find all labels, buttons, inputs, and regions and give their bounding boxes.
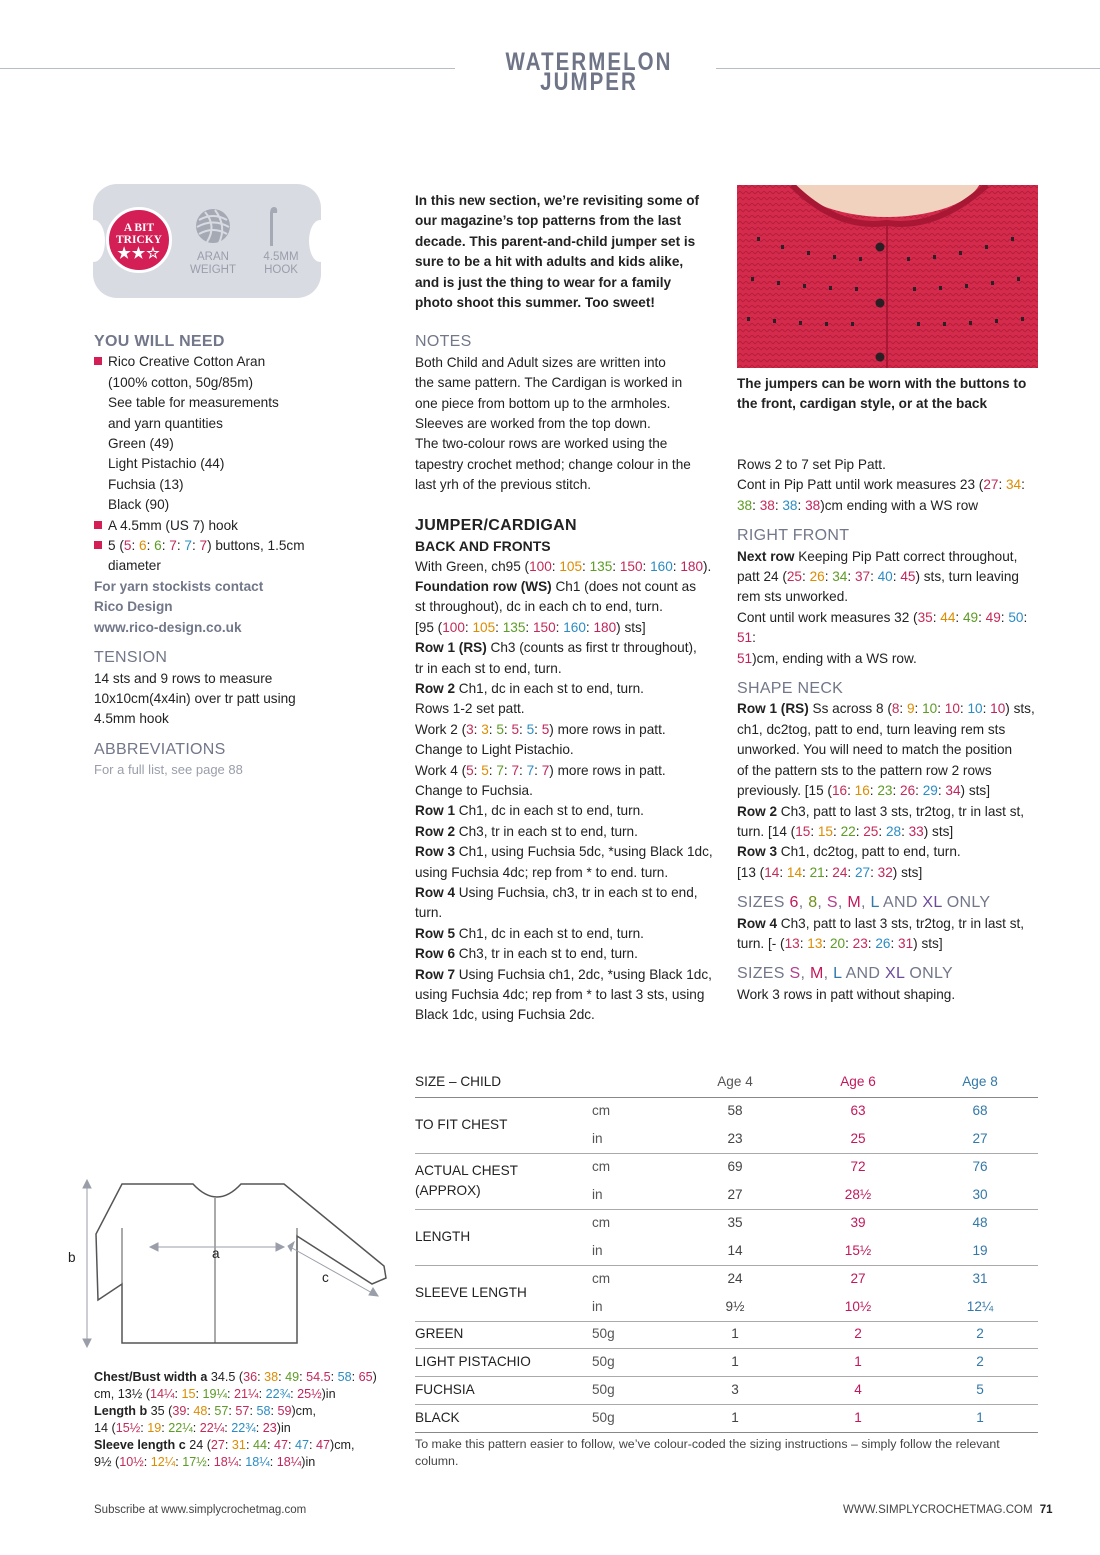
- footer-website: WWW.SIMPLYCROCHETMAG.COM 71: [843, 1504, 1053, 1516]
- header-rule-right: [716, 68, 1100, 69]
- list-item: Light Pistachio (44): [108, 456, 225, 472]
- list-item: and yarn quantities: [108, 415, 223, 431]
- page-title: WATERMELON JUMPER: [505, 48, 673, 97]
- right-front-heading: RIGHT FRONT: [737, 527, 850, 545]
- table-note: To make this pattern easier to follow, we’ve colour-coded the sizing instructions – simply follow the relevant column.: [415, 1437, 1000, 1468]
- tension-text: 10x10cm(4x4in) over tr patt using: [94, 690, 296, 706]
- tension-text: 4.5mm hook: [94, 711, 169, 727]
- tension-heading: TENSION: [94, 649, 168, 667]
- diagram-label-c: c: [322, 1270, 329, 1285]
- photo-caption: The jumpers can be worn with the buttons to the front, cardigan style, or at the back: [737, 376, 1027, 412]
- sizes-heading-1: SIZES 6, 8, S, M, L AND XL ONLY: [737, 894, 991, 912]
- hook-size-label: 4.5MM HOOK: [263, 251, 299, 276]
- jumper-heading: JUMPER/CARDIGAN: [415, 516, 577, 534]
- difficulty-seal: A BIT TRICKY ★★☆: [106, 207, 172, 273]
- tension-text: 14 sts and 9 rows to measure: [94, 670, 273, 686]
- stockist-text: For yarn stockists contact: [94, 578, 264, 594]
- table-row: GREEN 50g 1 2 2: [415, 1321, 1038, 1348]
- list-item: Green (49): [108, 436, 174, 452]
- table-row: FUCHSIA 50g 3 4 5: [415, 1376, 1038, 1404]
- right-column: Rows 2 to 7 set Pip Patt. Cont in Pip Patt until work measures 23 (27: 34: 38: 38: 38: 38)cm ending with a WS row RIGHT FRONT Next row Keeping Pip Patt correct throughout, patt 24 (25: 26: 34: 37: 40: 45) sts, turn leaving rem sts unworked. Cont until work measures 32 (35: 44: 49: 49: 50: 51: 51)cm, ending with a WS row. SHAPE NECK Row 1 (RS) Ss across 8 (8: 9: 10: 10: 10: 10) sts, ch1, dc2tog, patt to end, turn leaving rem sts unworked. You will need to match the position of the pattern sts to the pattern row 2 rows previously. [15 (16: 16: 23: 26: 29: 34) sts] Row 2 Ch3, patt to last 3 sts, tr2tog, tr in last st, turn. [14 (15: 15: 22: 25: 28: 33) sts] Row 3 Ch1, dc2tog, patt to end, turn. [13 (14: 14: 21: 24: 27: 32) sts] SIZES 6, 8, S, M, L AND XL ONLY Row 4 Ch3, patt to last 3 sts, tr2tog, tr in last st, turn. [- (13: 13: 20: 23: 26: 31) sts] SIZES S, M, L AND XL ONLY Work 3 rows in patt without shaping.: [737, 455, 1047, 1005]
- middle-column: [415, 191, 725, 1026]
- yarn-weight-label: ARAN WEIGHT: [190, 251, 236, 276]
- difficulty-badge: [93, 184, 321, 298]
- difficulty-stars: ★★☆: [117, 246, 161, 262]
- cardigan-photo: [737, 185, 1038, 368]
- shape-neck-heading: SHAPE NECK: [737, 680, 844, 698]
- hook-icon: [261, 204, 283, 248]
- table-row: in 27 28½ 30: [415, 1181, 1038, 1209]
- table-row: in 9½ 10½ 12¼: [415, 1293, 1038, 1321]
- abbreviations-heading: ABBREVIATIONS: [94, 740, 226, 758]
- table-row: SLEEVE LENGTH cm 24 27 31: [415, 1271, 988, 1300]
- measurements-text: Chest/Bust width a 34.5 (36: 38: 49: 54.5: 58: 65) cm, 13½ (14¼: 15: 19¼: 21¼: 22¾: 25½)in Length b 35 (39: 48: 57: 57: 58: 59)cm, 14 (15½: 19: 22¼: 22¼: 22¾: 23)in Sleeve length c 24 (27: 31: 44: 47: 47: 47)cm, 9½ (10½: 12¼: 17½: 18¼: 18¼: 18¼)in: [94, 1370, 377, 1469]
- notes-text: Both Child and Adult sizes are written into the same pattern. The Cardigan is worked in one piece from bottom up to the armholes. Sleeves are worked from the top down. The two-colour rows are worked using the tapestry crochet method; change colour in the last yrh of the previous stitch.: [415, 354, 691, 493]
- you-will-need-heading: YOU WILL NEED: [94, 333, 225, 350]
- table-row: in 14 15½ 19: [415, 1237, 1038, 1265]
- yarn-ball-icon: [193, 206, 233, 246]
- page-number: 71: [1039, 1504, 1053, 1516]
- size-table: [415, 1067, 1038, 1433]
- notes-heading: NOTES: [415, 333, 472, 351]
- diagram-label-a: a: [212, 1246, 220, 1261]
- garment-diagram: [62, 1178, 402, 1348]
- table-row: ACTUAL CHEST (APPROX) cm 69 72 76: [415, 1159, 988, 1198]
- abbreviations-link[interactable]: For a full list, see page 88: [94, 762, 243, 778]
- list-item: See table for measurements: [108, 395, 279, 411]
- list-item: 5 (5: 6: 6: 7: 7: 7) buttons, 1.5cm: [94, 536, 394, 556]
- table-row: BLACK 50g 1 1 1: [415, 1404, 1038, 1432]
- table-row: TO FIT CHEST cm 58 63 68: [415, 1103, 988, 1132]
- footer-subscribe[interactable]: Subscribe at www.simplycrochetmag.com: [94, 1504, 307, 1516]
- intro-text: In this new section, we’re revisiting some of our magazine’s top patterns from the last decade. This parent-and-child jumper set is sure to be a hit with adults and kids alike, and is just the thing to wear for a family photo shoot this summer. Too sweet!: [415, 193, 700, 311]
- left-column: [94, 332, 394, 781]
- table-row: in 23 25 27: [415, 1125, 1038, 1153]
- materials-list: [94, 352, 394, 638]
- list-item: diameter: [108, 558, 161, 574]
- back-fronts-subheading: BACK AND FRONTS: [415, 538, 551, 555]
- list-item: (100% cotton, 50g/85m): [108, 374, 254, 390]
- jumper-instructions: With Green, ch95 (100: 105: 135: 150: 160: 180). Foundation row (WS) Ch1 (does not count as st throughout), dc in each ch to end, turn. [95 (100: 105: 135: 150: 160: 180) sts] Row 1 (RS) Ch3 (counts as first tr throughout), tr in each st to end, turn. Row 2 Ch1, dc in each st to end, turn. Rows 1-2 set patt. Work 2 (3: 3: 5: 5: 5: 5) more rows in patt. Change to Light Pistachio. Work 4 (5: 5: 7: 7: 7: 7) more rows in patt. Change to Fuchsia. Row 1 Ch1, dc in each st to end, turn. Row 2 Ch3, tr in each st to end, turn. Row 3 Ch1, using Fuchsia 5dc, *using Black 1dc, using Fuchsia 4dc; rep from * to end. turn. Row 4 Using Fuchsia, ch3, tr in each st to end, turn. Row 5 Ch1, dc in each st to end, turn. Row 6 Ch3, tr in each st to end, turn. Row 7 Using Fuchsia ch1, 2dc, *using Black 1dc, using Fuchsia 4dc; rep from * to last 3 sts, using Black 1dc, using Fuchsia 2dc.: [415, 558, 713, 1023]
- list-item: Rico Creative Cotton Aran: [94, 352, 394, 372]
- table-row: LENGTH cm 35 39 48: [415, 1215, 988, 1244]
- header-rule-left: [0, 68, 455, 69]
- table-header-row: SIZE – CHILD Age 4 Age 6 Age 8: [415, 1067, 1038, 1097]
- list-item: A 4.5mm (US 7) hook: [94, 516, 394, 536]
- stockist-name: Rico Design: [94, 599, 173, 615]
- list-item: Black (90): [108, 497, 170, 513]
- sizes-heading-2: SIZES S, M, L AND XL ONLY: [737, 965, 953, 983]
- diagram-label-b: b: [68, 1250, 76, 1265]
- stockist-link[interactable]: www.rico-design.co.uk: [94, 619, 242, 635]
- list-item: Fuchsia (13): [108, 476, 184, 492]
- table-row: LIGHT PISTACHIO 50g 1 1 2: [415, 1348, 1038, 1376]
